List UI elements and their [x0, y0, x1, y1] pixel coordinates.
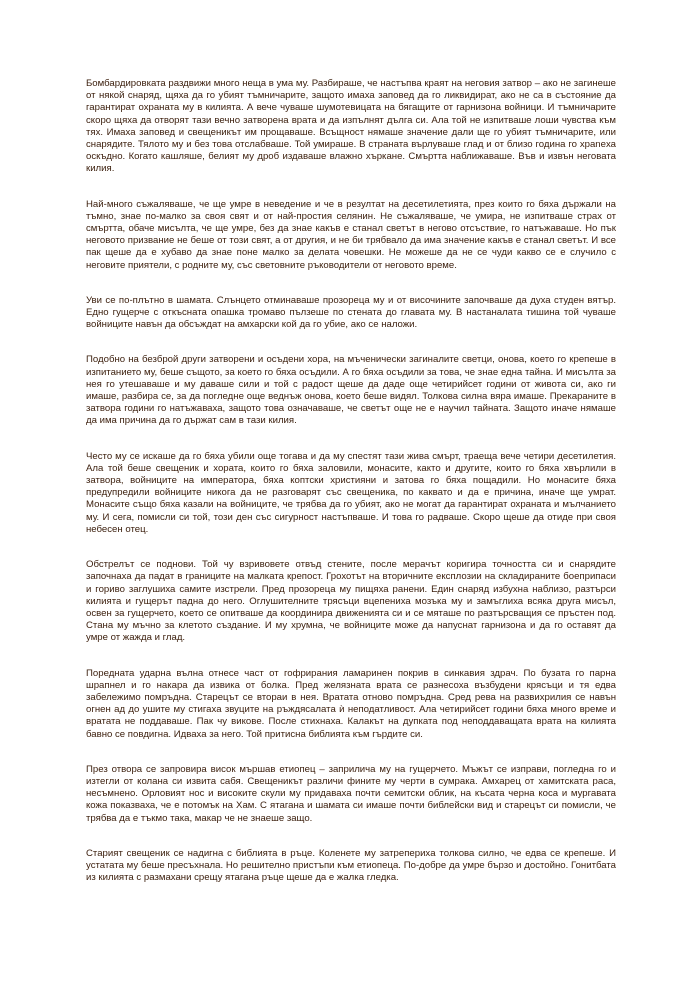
paragraph-7: Поредната ударна вълна отнесе част от гофрирания ламаринен покрив в синкавия здрач. По бузата го парна шрапнел и го накара да извика от болка. Пред желязната врата се разнесоха възбудени крясъци и тя едва забележимо помръдна. Старецът се втораи в нея. Вратата отново помръдна. Сред рева на развихрилия се навън огнен ад до ушите му стигаха звуците на ръждясалата ѝ неподатливост. Ала четирийсет години бяха много време и вратата не поддаваше. Пак чу виковe. После стихнаха. Калакът на дупката под неподдаващата врата на килията бавно се повдигна. Идваха за него. Той притисна библията към гърдите си. [86, 667, 616, 740]
paragraph-1: Бомбардировката раздвижи много неща в ума му. Разбираше, че настъпва краят на неговия затвор – ако не загинеше от някой снаряд, щяха да го убият тъмничарите, защото имаха заповед да го ликвидират, ако не са в състояние да гарантират охраната му в килията. А вече чуваше шумотевицата на бягащите от гарнизона войници. И тъмничарите скоро щяха да отворят тази вечно затворена врата и да изпълнят дълга си. Ала той не изпитваше лоши чувства към тях. Имаха заповед и свещеникът им прощаваше. Всъщност нямаше значение дали ще го убият тъмничарите, или снарядите. Тялото му и без това отслабваше. Той умираше. В страната върлуваше глад и от близо година го храneха оскъдно. Когато кашляше, белият му дроб издаваше влажно хъркане. Смъртта наближаваше. Във и извън неговата килия. [86, 78, 616, 175]
paragraph-2: Най-много съжаляваше, че ще умре в неведение и че в резултат на десетилетията, през които го бяха държали на тъмно, знае по-малко за своя свят и от най-простия селянин. Не съжаляваше, че умира, не изпитваше страх от смъртта, обаче мисълта, че ще умре, без да знае какъв е станал светът в негово отсъствие, го натъжаваше. Но пък неговото призвание не беше от този свят, а от другия, и не би трябвало да има значение какъв е станал светът. И все пак щеше да е хубаво да знае поне малко за делата човешки. Не можеше да не се чуди какво се е случило с неговите приятели, с родните му, със световните ръководители от неговото време. [86, 198, 616, 271]
paragraph-5: Често му се искаше да го бяха убили още тогава и да му спестят тази жива смърт, траеща вече четири десетилетия. Ала той беше свещеник и хората, които го бяха заловили, монасите, както и другите, които го бяха хвърлили в затвора, войниците на императора, бяха коптски християни и затова го бяха пощадили. Но монасите бяха предупредили войниците никога да не разговарят със свещеника, по каквато и да е причина, иначе ще умрат. Монасите също бяха казали на войниците, че трябва да го убият, ако не могат да гарантират охраната и мълчанието му. И сега, помисли си той, този ден със сигурност настъпваше. И това го радваше. Скоро щеше да отиде при своя небесен отец. [86, 450, 616, 535]
body-text [86, 78, 616, 907]
paragraph-9: Старият свещеник се надигна с библията в ръце. Коленете му затреперихa толкова силно, че едва се крепеше. И устатата му беше пресъхнала. Но решително пристъпи към етиопеца. По-добре да умре бързо и достойно. Гонитбата из килията с размахани срещу ятагана ръце щеше да е жалка гледка. [86, 847, 616, 884]
paragraph-6: Обстрелът се поднови. Той чу взривовете отвъд стените, после мерачът коригира точността си и снарядите започнаха да падат в границите на малката крепост. Грохотът на вторичните експлозии на складираните боеприпаси и гориво заглушиха самите изстрели. Пред прозореца му пищяха ранени. Един снаряд избухна наблизо, разтърси килията и гущерът падна до него. Оглушителните трясъци вцепениха мозъка му и замъглиха всяка друга мисъл, освен за гущерчето, което се опитваше да координира движенията си и се мяташе по разтърсващия се пръстен под. Стана му мъчно за клетото създание. И му хрумна, че войниците може да напуснат гарнизона и да го оставят да умре от жажда и глад. [86, 559, 616, 644]
paragraph-3: Уви се по-плътно в шамата. Слънцето отминаваше прозореца му и от височините започваше да духа студен вятър. Едно гущерче с откъсната опашка тромаво пълзеше по стената до главата му. В настаналата тишина той чуваше войниците навън да обсъждат на амхарски кой да го убие, ако се наложи. [86, 294, 616, 331]
paragraph-8: През отвора се запровира висок мършав етиопец – заприлича му на гущерчето. Мъжът се изправи, погледна го и изтегли от колана си извита сабя. Свещеникът различи фините му черти в сумрака. Амхарец от хамитската раса, несъмнено. Орловият нос и високите скули му придаваха почти семитски облик, на късата черна коса и мургавата кожа показваха, че е потомък на Хам. С ятагана и шамата си имаше почти библейски вид и старецът си помисли, че трябва да е тъкмо така, макар че не знаеше защо. [86, 763, 616, 824]
paragraph-4: Подобно на безброй други затворени и осъдени хора, на мъченически загиналите светци, онова, което го крепеше в изпитанието му, беше същото, за което го бяха осъдили. А го бяха осъдили за това, че знае една тайна. И мисълта за нея го утешаваше и му даваше сили и той с радост щеше да даде още четирийсет години от живота си, ако ги имаше, разбира се, за да погледне още веднъж онова, което беше видял. Толкова силна вяра имаше. Прекараните в затвора години го натъжаваха, защото това означаваше, че светът още не е научил тайната. Защото иначе нямаше да има причина да го държат сам в тази килия. [86, 354, 616, 427]
